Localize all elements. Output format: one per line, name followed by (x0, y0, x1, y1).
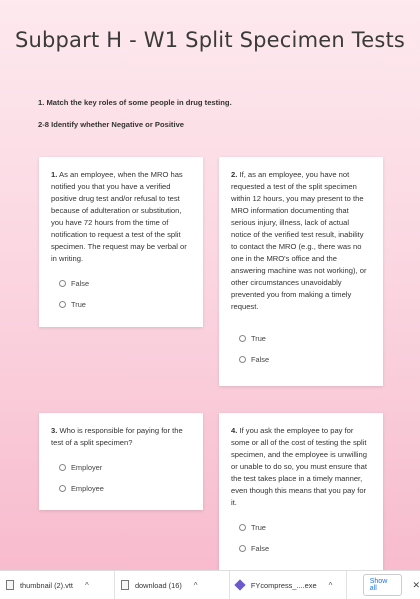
option-true[interactable] (239, 523, 371, 532)
page-title: Subpart H - W1 Split Specimen Tests (14, 28, 406, 52)
option-label: False (251, 355, 270, 364)
option-false[interactable] (59, 279, 191, 288)
radio-button[interactable] (59, 301, 66, 308)
question-1-body: As an employee, when the MRO has notified you that you have a verified positive drug test and/or refusal to test because of adulteration or substitution, you have 72 hours from the time of notification to request a test of the split specimen. The request may be verbal or in writing. (51, 170, 187, 263)
option-true[interactable] (59, 300, 191, 309)
question-card-4 (219, 413, 383, 573)
chevron-up-icon[interactable]: ^ (193, 580, 198, 590)
radio-button[interactable] (239, 335, 246, 342)
download-item-3[interactable] (230, 571, 347, 599)
question-2-number: 2. (231, 170, 238, 179)
show-all-button[interactable]: Show all (363, 574, 403, 596)
option-label: Employee (71, 484, 104, 493)
question-3-text (51, 425, 191, 449)
download-filename: FYcompress_....exe (250, 580, 317, 590)
instruction-2: 2-8 Identify whether Negative or Positive (38, 120, 185, 129)
radio-button[interactable] (239, 545, 246, 552)
close-icon[interactable]: ✕ (412, 579, 420, 590)
option-label: True (251, 334, 266, 343)
instruction-1: 1. Match the key roles of some people in drug testing. (38, 98, 232, 107)
download-item-2[interactable] (115, 571, 230, 599)
file-icon (121, 580, 129, 590)
option-false[interactable] (239, 355, 371, 364)
question-4-number: 4. (231, 426, 238, 435)
option-true[interactable] (239, 334, 371, 343)
option-employee[interactable] (59, 484, 191, 493)
radio-button[interactable] (239, 356, 246, 363)
download-filename: download (16) (134, 580, 182, 590)
option-false[interactable] (239, 544, 371, 553)
radio-button[interactable] (239, 524, 246, 531)
radio-button[interactable] (59, 485, 66, 492)
chevron-up-icon[interactable]: ^ (328, 580, 333, 590)
question-2-text (231, 169, 371, 313)
option-label: False (251, 544, 270, 553)
download-bar (0, 570, 420, 599)
question-3-number: 3. (51, 426, 58, 435)
chevron-up-icon[interactable]: ^ (85, 580, 89, 590)
exe-icon (234, 579, 245, 590)
option-label: Employer (71, 463, 103, 472)
option-employer[interactable] (59, 463, 191, 472)
radio-button[interactable] (59, 280, 66, 287)
question-card-2 (219, 157, 383, 386)
question-1-number: 1. (51, 170, 58, 179)
question-1-text (51, 169, 191, 265)
option-label: False (71, 279, 90, 288)
question-card-1 (39, 157, 203, 327)
question-4-body: If you ask the employee to pay for some or all of the cost of testing the split specimen, and the employee is unwilling or unable to do so, you must ensure that the test takes place in a timely manner, even though this means that you pay for it. (231, 426, 367, 507)
option-label: True (251, 523, 266, 532)
question-3-body: Who is responsible for paying for the test of a split specimen? (51, 426, 183, 447)
question-card-3 (39, 413, 203, 510)
download-item-1[interactable] (0, 571, 115, 599)
download-filename: thumbnail (2).vtt (20, 580, 73, 590)
radio-button[interactable] (59, 464, 66, 471)
file-icon (6, 580, 14, 590)
question-2-body: If, as an employee, you have not requested a test of the split specimen within 12 hours, you may present to the MRO information documenting that serious injury, illness, lack of actual notice of the verified test result, inability to contact the MRO (e.g., there was no one in the MRO's office and the answering machine was not working), or other circumstances unavoidably prevented you from making a timely request. (231, 170, 367, 311)
option-label: True (71, 300, 86, 309)
question-4-text (231, 425, 371, 509)
